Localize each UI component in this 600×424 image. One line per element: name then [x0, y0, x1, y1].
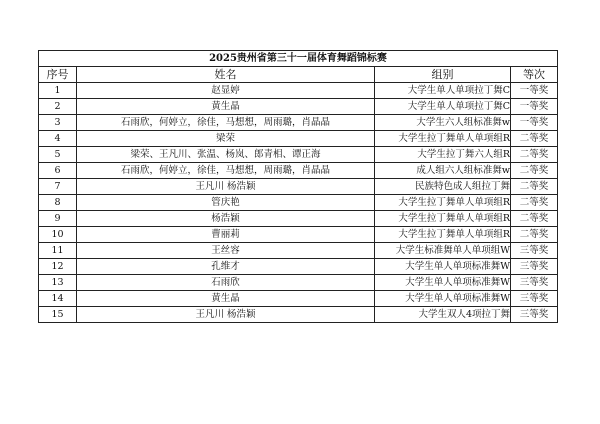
cell-prize: 二等奖 [511, 163, 558, 179]
table-row [39, 243, 558, 259]
cell-name: 管庆艳 [77, 195, 375, 211]
cell-name: 杨浩颖 [77, 211, 375, 227]
table-row [39, 291, 558, 307]
header-index: 序号 [39, 67, 77, 83]
cell-prize: 三等奖 [511, 275, 558, 291]
cell-prize: 一等奖 [511, 83, 558, 99]
cell-index: 4 [39, 131, 77, 147]
cell-prize: 三等奖 [511, 291, 558, 307]
table-row [39, 211, 558, 227]
cell-name: 王凡川 杨浩颖 [77, 179, 375, 195]
cell-index: 1 [39, 83, 77, 99]
header-prize: 等次 [511, 67, 558, 83]
cell-name: 石雨欣 [77, 275, 375, 291]
cell-index: 14 [39, 291, 77, 307]
cell-group: 大学生拉丁舞单人单项组R [375, 211, 511, 227]
cell-name: 王凡川 杨浩颖 [77, 307, 375, 323]
cell-name: 梁荣、王凡川、张温、杨岚、郎青相、谭正海 [77, 147, 375, 163]
cell-group: 大学生标准舞单人单项组W [375, 243, 511, 259]
table-row [39, 163, 558, 179]
cell-group: 大学生拉丁舞单人单项组R [375, 195, 511, 211]
cell-name: 曹丽莉 [77, 227, 375, 243]
cell-index: 5 [39, 147, 77, 163]
cell-prize: 二等奖 [511, 131, 558, 147]
cell-index: 6 [39, 163, 77, 179]
table-row [39, 83, 558, 99]
cell-name: 梁荣 [77, 131, 375, 147]
table-row [39, 147, 558, 163]
cell-index: 7 [39, 179, 77, 195]
cell-group: 大学生单人单项标准舞W [375, 275, 511, 291]
cell-group: 成人组六人组标准舞w [375, 163, 511, 179]
table-row [39, 131, 558, 147]
cell-group: 民族特色成人组拉丁舞 [375, 179, 511, 195]
cell-name: 石雨欣，何婷立，徐佳，马想想，周雨璐，肖晶晶 [77, 115, 375, 131]
cell-name: 黄生晶 [77, 99, 375, 115]
cell-name: 王丝容 [77, 243, 375, 259]
cell-index: 2 [39, 99, 77, 115]
table-row [39, 99, 558, 115]
cell-group: 大学生六人组标准舞w [375, 115, 511, 131]
header-group: 组别 [375, 67, 511, 83]
table-title: 2025贵州省第三十一届体育舞蹈锦标赛 [39, 51, 558, 67]
header-name: 姓名 [77, 67, 375, 83]
table-row [39, 259, 558, 275]
table-row [39, 195, 558, 211]
cell-group: 大学生单人单项标准舞W [375, 291, 511, 307]
cell-prize: 一等奖 [511, 115, 558, 131]
cell-name: 孔维才 [77, 259, 375, 275]
cell-prize: 三等奖 [511, 243, 558, 259]
table-row [39, 227, 558, 243]
title-row [39, 51, 558, 67]
cell-prize: 三等奖 [511, 307, 558, 323]
cell-index: 8 [39, 195, 77, 211]
cell-index: 11 [39, 243, 77, 259]
cell-group: 大学生单人单项拉丁舞C [375, 83, 511, 99]
table-row [39, 179, 558, 195]
cell-prize: 二等奖 [511, 211, 558, 227]
cell-prize: 二等奖 [511, 227, 558, 243]
cell-index: 15 [39, 307, 77, 323]
cell-prize: 三等奖 [511, 259, 558, 275]
cell-name: 赵显婷 [77, 83, 375, 99]
cell-index: 13 [39, 275, 77, 291]
cell-group: 大学生拉丁舞单人单项组R [375, 227, 511, 243]
cell-index: 9 [39, 211, 77, 227]
results-table [38, 50, 558, 323]
table-row [39, 307, 558, 323]
cell-name: 石雨欣，何婷立，徐佳，马想想，周雨璐，肖晶晶 [77, 163, 375, 179]
cell-prize: 一等奖 [511, 99, 558, 115]
cell-index: 12 [39, 259, 77, 275]
cell-group: 大学生单人单项拉丁舞C [375, 99, 511, 115]
table-row [39, 275, 558, 291]
header-row [39, 67, 558, 83]
cell-group: 大学生双人4项拉丁舞 [375, 307, 511, 323]
cell-index: 10 [39, 227, 77, 243]
cell-name: 黄生晶 [77, 291, 375, 307]
cell-index: 3 [39, 115, 77, 131]
cell-prize: 二等奖 [511, 179, 558, 195]
cell-prize: 二等奖 [511, 147, 558, 163]
cell-group: 大学生单人单项标准舞W [375, 259, 511, 275]
table-row [39, 115, 558, 131]
cell-group: 大学生拉丁舞单人单项组R [375, 131, 511, 147]
cell-group: 大学生拉丁舞六人组R [375, 147, 511, 163]
cell-prize: 二等奖 [511, 195, 558, 211]
